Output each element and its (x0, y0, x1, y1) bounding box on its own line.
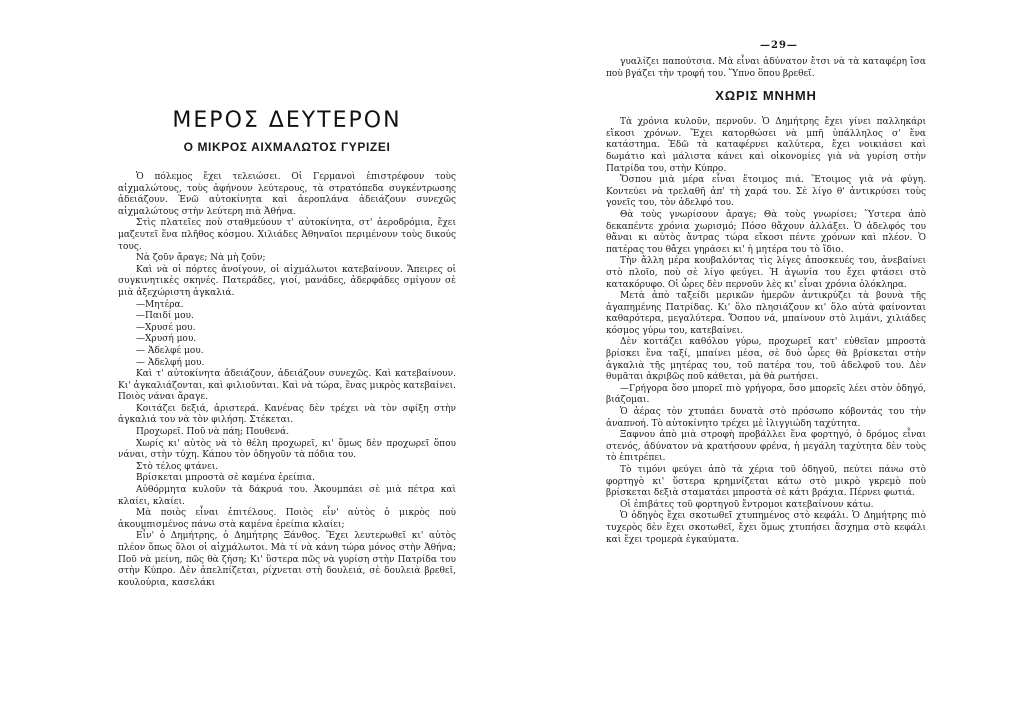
paragraph: Ὁ ὁδηγὸς ἔχει σκοτωθεῖ χτυπημένος στὸ κεφάλι. Ὁ Δημήτρης πιὸ τυχερὸς δὲν ἔχει σκοτωθεῖ, ἔχει ὅμως χτυπήσει ἄσχημα στὸ κεφάλι καὶ ἔχει τρομερὰ ἐγκαύματα. (606, 511, 926, 545)
paragraph: Οἱ ἐπιβάτες τοῦ φορτηγοῦ ἔντρομοι κατεβαίνουν κάτω. (620, 499, 874, 510)
paragraph: Εἶν' ὁ Δημήτρης, ὁ Δημήτρης Ξάνθος. Ἔχει λευτερωθεῖ κι' αὐτὸς πλέον ὅπως ὅλοι οἱ αἰχμάλωτοι. Μὰ τί νὰ κάνη τώρα μόνος στὴν Ἀθήνα; Ποῦ νὰ μείνη, πῶς θὰ ζήση; Κι' ὕστερα πῶς νὰ γυρίση στὴν Πατρίδα του στὴν Κύπρο. Δὲν ἀπελπίζεται, ρίχνεται στὴ δουλειά, σὲ δουλειὰ βρεθεῖ, κουλούρια, κασελάκι (118, 531, 456, 588)
paragraph: Καὶ τ' αὐτοκίνητα ἀδειάζουν, ἀδειάζουν συνεχῶς. Καὶ κατεβαίνουν. Κι' ἀγκαλιάζονται, καὶ φιλιοῦνται. Καὶ νὰ τώρα, ἕνας μικρὸς κατεβαίνει. Ποιὸς νάναι ἄραγε. (118, 369, 456, 403)
paragraph: Ξαφνου ἀπὸ μιὰ στροφὴ προβάλλει ἕνα φορτηγό, ὁ δρόμος εἶναι στενός, ἀδύνατον νὰ κρατήσουν φρένα, ἡ μεγάλη ταχύτητα δὲν τοὺς τὸ ἐπιτρέπει. (606, 430, 926, 464)
dialogue-line: — Ἀδελφέ μου. (136, 345, 204, 356)
section-heading: ΧΩΡΙΣ ΜΝΗΜΗ (715, 88, 817, 104)
paragraph: Προχωρεῖ. Ποῦ νὰ πάη; Πουθενά. (136, 427, 290, 438)
left-page (118, 0, 456, 710)
page-number: —29— (760, 40, 798, 51)
paragraph: Ὁ πόλεμος ἔχει τελειώσει. Οἱ Γερμανοὶ ἐπιστρέφουν τοὺς αἰχμαλώτους, τοὺς ἀφήνουν λεύτερους, τὰ στρατόπεδα συγκέντρωσης ἀδειάζουν. Ἐνῶ αὐτοκίνητα καὶ ἀεροπλάνα ἀδειάζουν συνεχῶς αἰχμαλώτους στὴν λεύτερη πιὰ Ἀθήνα. (118, 172, 456, 217)
paragraph: Αὐθόρμητα κυλοῦν τὰ δάκρυά του. Ἀκουμπάει σὲ μιὰ πέτρα καὶ κλαίει, κλαίει. (118, 485, 456, 507)
paragraph: Τὸ τιμόνι φεύγει ἀπὸ τὰ χέρια τοῦ ὁδηγοῦ, πεύτει πάνω στὸ φορτηγὸ κι' ὕστερα κρημνίζεται κάτω στὸ μικρὸ γκρεμὸ ποὺ βρίσκεται δεξιὰ σταματάει μπροστὰ σὲ κάτι βράχια. Πέρνει φωτιά. (606, 465, 926, 499)
paragraph: Καὶ νὰ οἱ πόρτες ἀνοίγουν, οἱ αἰχμάλωτοι κατεβαίνουν. Ἄπειρες οἱ συγκινητικὲς σκηνές. Πατεράδες, γιοί, μανάδες, ἀδερφάδες σμίγουν σὲ μιὰ ἀξεχώριστη ἀγκαλιά. (118, 264, 456, 298)
dialogue-line: —Γρήγορα ὅσο μπορεῖ πιὸ γρήγορα, ὅσο μπορεῖς λέει στὸν ὁδηγό, βιάζομαι. (606, 383, 926, 406)
paragraph: Χωρίς κι' αὐτὸς νὰ τὸ θέλη προχωρεῖ, κι' ὅμως δὲν προχωρεῖ ὅπου νάναι, στὴν τύχη. Κάπου τὸν ὁδηγοῦν τὰ πόδια του. (118, 438, 456, 461)
dialogue-line: —Παιδί μου. (136, 311, 194, 322)
paragraph: Κοιτάζει δεξιά, ἀριστερά. Κανένας δὲν τρέχει νὰ τὸν σφίξη στὴν ἀγκαλιά του νὰ τὸν φιλήση. Στέκεται. (118, 403, 456, 426)
paragraph: Θὰ τοὺς γνωρίσουν ἄραγε; Θὰ τοὺς γνωρίσει; Ὕστερα ἀπὸ δεκαπέντε χρόνια χωρισμό; Πόσο θἄχουν ἀλλάξει. Ὁ ἀδελφός του θἄναι κι αὐτὸς ἄντρας τώρα εἴκοσι πέντε χρόνων καὶ πλέον. Ὁ πατέρας του θἄχει γηράσει κι' ἡ μητέρα του τὸ ἴδιο. (606, 209, 926, 255)
continued-paragraph: γυαλίζει παπούτσια. Μὰ εἶναι ἀδύνατον ἔτσι νὰ τὰ καταφέρη ἴσα ποὺ βγάζει τὴν τροφή του. Ὕπνο ὅπου βρεθεῖ. (606, 57, 926, 79)
dialogue-line: —Χρυσέ μου. (136, 322, 196, 333)
paragraph: Βρίσκεται μπροστὰ σὲ καμένα ἐρείπια. (136, 473, 315, 484)
left-body (118, 172, 456, 589)
dialogue-line: —Μητέρα. (136, 299, 184, 310)
paragraph: Μετὰ ἀπὸ ταξείδι μερικῶν ἡμερῶν ἀντικρύζει τὰ βουνὰ τῆς ἀγαπημένης Πατρίδας. Κι' ὅλο πλησιάζουν κι' ὅλο αὐτὰ φαίνονται καθαρότερα, μεγαλύτερα. Ὅσπου νά, μπαίνουν στὸ λιμάνι, χιλιάδες κόσμος γύρω του, κατεβαίνει. (606, 291, 926, 336)
paragraph: Τὰ χρόνια κυλοῦν, περνοῦν. Ὁ Δημήτρης ἔχει γίνει παλληκάρι εἴκοσι χρόνων. Ἔχει κατορθώσει νὰ μπῆ ὑπάλληλος σ' ἕνα κατάστημα. Ἐδῶ τὰ καταφέρνει καλύτερα, ἔχει νοικιάσει καὶ δωμάτιο καὶ μάλιστα κάνει καὶ οἰκονομίες γιὰ νὰ γυρίση στὴν Πατρίδα του, στὴν Κύπρο. (606, 117, 926, 174)
right-page (606, 0, 926, 710)
paragraph: Μὰ ποιὸς εἶναι ἐπιτέλους. Ποιὸς εἶν' αὐτὸς ὁ μικρὸς ποὺ ἀκουμπισμένος πάνω στὰ καμένα ἐρείπια κλαίει; (118, 508, 456, 530)
paragraph: Τὴν ἄλλη μέρα κουβαλόντας τὶς λίγες ἀποσκευές του, ἀνεβαίνει στὸ πλοῖο, ποὺ σὲ λίγο φεύγει. Ἡ ἀγωνία του ἔχει φτάσει στὸ κατακόρυφο. Οἱ ὧρες δὲν περνοῦν λὲς κι' εἶναι χρόνια ὁλόκληρα. (606, 256, 926, 290)
dialogue-line: —Χρυσή μου. (136, 334, 197, 345)
paragraph: Στὸ τέλος φτάνει. (136, 461, 219, 472)
paragraph: Δὲν κοιτάζει καθόλου γύρω, προχωρεῖ κατ' εὐθεῖαν μπροστὰ βρίσκει ἕνα ταξί, μπαίνει μέσα, σὲ δυὸ ὧρες θὰ βρίσκεται στὴν ἀγκαλιὰ τῆς μητέρας του, τοῦ πατέρα του, τοῦ ἀδελφοῦ του. Δὲν θυμᾶται ἀκριβῶς ποῦ κάθεται, μὰ θὰ ρωτήσει. (606, 337, 926, 383)
paragraph: Ὅσπου μιὰ μέρα εἶναι ἕτοιμος πιά. Ἕτοιμος γιὰ νὰ φύγη. Κοντεύει νὰ τρελαθῆ ἀπ' τὴ χαρά του. Σὲ λίγο θ' ἀντικρύσει τοὺς γονεῖς του, τὸν ἀδελφό του. (606, 175, 926, 209)
part-title: ΜΕΡΟΣ ΔΕΥΤΕΡΟΝ (172, 108, 402, 133)
paragraph: Ὁ ἀέρας τὸν χτυπάει δυνατὰ στὸ πρόσωπο κόβοντάς του τὴν ἀναπνοή. Τὸ αὐτοκίνητο τρέχει μὲ ἰλιγγιώδη ταχύτητα. (606, 407, 926, 429)
paragraph: Νὰ ζοῦν ἄραγε; Νὰ μὴ ζοῦν; (136, 253, 266, 264)
right-body (606, 117, 926, 546)
paragraph: Στὶς πλατεῖες ποὺ σταθμεύουν τ' αὐτοκίνητα, στ' ἀεροδρόμια, ἔχει μαζευτεῖ ἕνα πλῆθος κόσμου. Χιλιάδες Ἀθηναῖοι περιμένουν τοὺς δικούς τους. (118, 218, 456, 252)
chapter-title: Ο ΜΙΚΡΟΣ ΑΙΧΜΑΛΩΤΟΣ ΓΥΡΙΖΕΙ (183, 140, 391, 154)
dialogue-line: — Ἀδελφή μου. (136, 357, 205, 368)
